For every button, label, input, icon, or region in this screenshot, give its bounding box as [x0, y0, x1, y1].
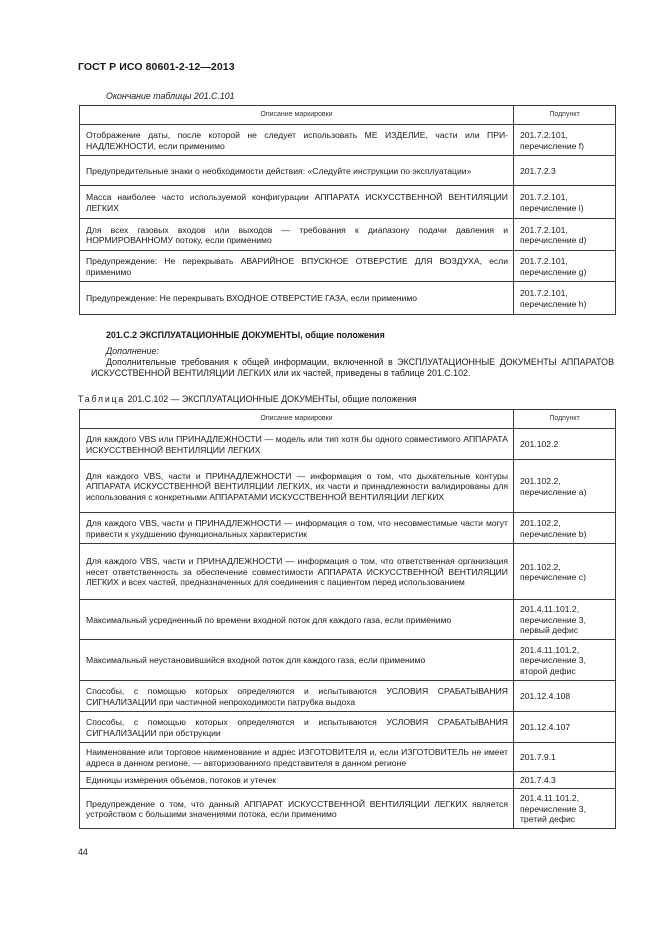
cell-subclause: 201.4.11.101.2, перечисление 3, второй дефис [514, 640, 616, 681]
cell-subclause: 201.12.4.107 [514, 712, 616, 743]
cell-subclause: 201.12.4.108 [514, 681, 616, 712]
cell-description: Максимальный усредненный по времени входной поток для каждого газа, если применимо [80, 600, 514, 640]
cell-subclause: 201.7.2.101, перечисление f) [514, 125, 616, 156]
table-row [80, 544, 616, 600]
cell-description: Для каждого VBS, части и ПРИНАДЛЕЖНОСТИ — информация о том, что ответственная организация несет ответственность за обеспечение совместимости АППАРАТА ИСКУССТВЕННОЙ ВЕНТИЛЯЦИИ ЛЕГКИХ и всех частей, предназначенных для соединения с пациентом перед использованием [80, 544, 514, 600]
table-row [80, 513, 616, 544]
column-header-description: Описание маркировки [80, 410, 514, 429]
cell-description: Масса наиболее часто используемой конфигурации АППАРАТА ИСКУССТВЕННОЙ ВЕНТИЛЯЦИИ ЛЕГКИХ [80, 186, 514, 219]
cell-description: Способы, с помощью которых определяются и испытываются УСЛОВИЯ СРАБАТЫВАНИЯ СИГНАЛИЗАЦИИ при обструкции [80, 712, 514, 743]
cell-description: Для каждого VBS или ПРИНАДЛЕЖНОСТИ — модель или тип хотя бы одного совместимого АППАРАТА ИСКУССТВЕННОЙ ВЕНТИЛЯЦИИ ЛЕГКИХ [80, 429, 514, 460]
column-header-subclause: Подпункт [514, 410, 616, 429]
cell-description: Наименование или торговое наименование и адрес ИЗГОТОВИТЕЛЯ и, если ИЗГОТОВИТЕЛЬ не имеет адреса в данном регионе, — авторизованного представителя в данном регионе [80, 743, 514, 772]
cell-description: Максимальный неустановившийся входной поток для каждого газа, если применимо [80, 640, 514, 681]
cell-subclause: 201.102.2 [514, 429, 616, 460]
table-row [80, 789, 616, 829]
cell-description: Предупреждение о том, что данный АППАРАТ ИСКУССТВЕННОЙ ВЕНТИЛЯЦИИ ЛЕГКИХ является устройством с большими значениями потока, если применимо [80, 789, 514, 829]
section-paragraph: Дополнительные требования к общей информации, включенной в ЭКСПЛУАТАЦИОННЫЕ ДОКУМЕНТЫ АППАРАТОВ ИСКУССТВЕННОЙ ВЕНТИЛЯЦИИ ЛЕГКИХ или их частей, приведены в таблице 201.C.102. [91, 357, 614, 378]
table-row [80, 460, 616, 513]
cell-subclause: 201.7.2.101, перечисление g) [514, 251, 616, 282]
column-header-subclause: Подпункт [514, 106, 616, 125]
cell-subclause: 201.102.2, перечисление c) [514, 544, 616, 600]
cell-subclause: 201.7.4.3 [514, 772, 616, 789]
section-title: 201.C.2 ЭКСПЛУАТАЦИОННЫЕ ДОКУМЕНТЫ, общие положения [106, 330, 385, 340]
table2-caption [78, 394, 417, 405]
table-201-c-101 [79, 105, 616, 315]
table-row [80, 125, 616, 156]
cell-description: Способы, с помощью которых определяются и испытываются УСЛОВИЯ СРАБАТЫВАНИЯ СИГНАЛИЗАЦИИ при частичной непроходимости патрубка выдоха [80, 681, 514, 712]
cell-description: Отображение даты, после которой не следует использовать МЕ ИЗДЕЛИЕ, части или ПРИ-НАДЛЕЖНОСТИ, если применимо [80, 125, 514, 156]
cell-description: Единицы измерения объемов, потоков и утечек [80, 772, 514, 789]
cell-subclause: 201.4.11.101.2, перечисление 3, первый дефис [514, 600, 616, 640]
document-header: ГОСТ Р ИСО 80601-2-12—2013 [78, 61, 235, 73]
cell-description: Для всех газовых входов или выходов — требования к диапазону подачи давления и НОРМИРОВАННОМУ потоку, если применимо [80, 219, 514, 251]
cell-description: Предупредительные знаки о необходимости действия: «Следуйте инструкции по эксплуатации» [80, 156, 514, 186]
table2-caption-word: Таблица [78, 394, 126, 404]
addition-label: Дополнение: [106, 346, 159, 356]
table-row [80, 772, 616, 789]
table-row [80, 640, 616, 681]
table-row [80, 600, 616, 640]
cell-description: Для каждого VBS, части и ПРИНАДЛЕЖНОСТИ — информация о том, что несовместимые части могут привести к ухудшению функциональных характеристик [80, 513, 514, 544]
cell-subclause: 201.102.2, перечисление b) [514, 513, 616, 544]
page-number: 44 [78, 847, 88, 857]
table-row [80, 429, 616, 460]
cell-subclause: 201.4.11.101.2, перечисление 3, третий дефис [514, 789, 616, 829]
cell-subclause: 201.7.9.1 [514, 743, 616, 772]
column-header-description: Описание маркировки [80, 106, 514, 125]
table-row [80, 743, 616, 772]
cell-subclause: 201.102.2, перечисление a) [514, 460, 616, 513]
table-row [80, 156, 616, 186]
cell-description: Для каждого VBS, части и ПРИНАДЛЕЖНОСТИ — информация о том, что дыхательные контуры АППАРАТА ИСКУССТВЕННОЙ ВЕНТИЛЯЦИИ ЛЕГКИХ, их части и принадлежности валидированы для использования с конкретными АППАРАТАМИ ИСКУССТВЕННОЙ ВЕНТИЛЯЦИИ ЛЕГКИХ [80, 460, 514, 513]
table1-caption: Окончание таблицы 201.C.101 [106, 91, 235, 101]
table-row [80, 251, 616, 282]
table2-caption-text: 201.C.102 — ЭКСПЛУАТАЦИОННЫЕ ДОКУМЕНТЫ, общие положения [125, 394, 417, 404]
cell-subclause: 201.7.2.101, перечисление i) [514, 186, 616, 219]
cell-subclause: 201.7.2.101, перечисление h) [514, 282, 616, 315]
table-row [80, 282, 616, 315]
table-row [80, 712, 616, 743]
table-201-c-102 [79, 409, 616, 829]
cell-subclause: 201.7.2.101, перечисление d) [514, 219, 616, 251]
table-row [80, 681, 616, 712]
cell-subclause: 201.7.2.3 [514, 156, 616, 186]
cell-description: Предупреждение: Не перекрывать АВАРИЙНОЕ ВПУСКНОЕ ОТВЕРСТИЕ ДЛЯ ВОЗДУХА, если применимо [80, 251, 514, 282]
cell-description: Предупреждение: Не перекрывать ВХОДНОЕ ОТВЕРСТИЕ ГАЗА, если применимо [80, 282, 514, 315]
table-row [80, 186, 616, 219]
table-row [80, 219, 616, 251]
